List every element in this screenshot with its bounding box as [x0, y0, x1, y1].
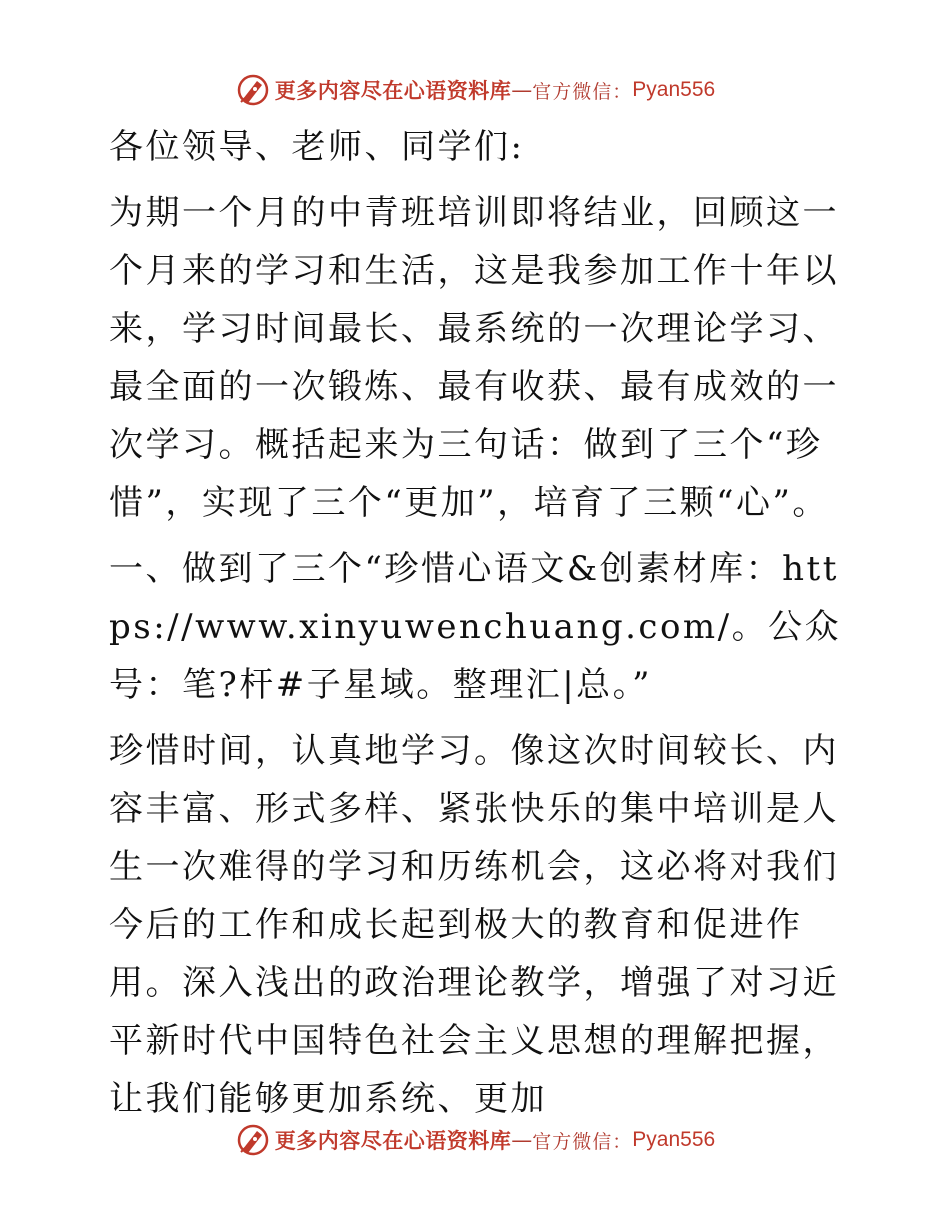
document-body: [97, 118, 857, 1136]
pen-nib-logo-icon: [235, 1122, 271, 1158]
footer-watermark-banner: [0, 1120, 950, 1160]
watermark-main-text: 更多内容尽在心语资料库: [274, 79, 512, 103]
intro-paragraph: 为期一个月的中青班培训即将结业，回顾这一个月来的学习和生活，这是我参加工作十年以来，学习时间最长、最系统的一次理论学习、最全面的一次锻炼、最有收获、最有成效的一次学习。概括起来为三句话：做到了三个“珍惜”，实现了三个“更加”，培育了三颗“心”。: [109, 193, 839, 523]
watermark-wechat-label: 官方微信：: [532, 80, 633, 103]
pen-nib-logo-icon: [235, 72, 271, 108]
header-watermark-banner: [0, 70, 950, 110]
watermark-main-text: 更多内容尽在心语资料库: [274, 1129, 512, 1153]
watermark-wechat-id: Pyan556: [632, 78, 716, 101]
watermark-separator: —: [511, 78, 533, 102]
watermark-separator: —: [511, 1128, 533, 1152]
watermark-wechat-label: 官方微信：: [532, 1130, 633, 1153]
section-heading: 一、做到了三个“珍惜心语文&创素材库：https://www.xinyuwenchuang.com/。公众号：笔?杆#子星域。整理汇|总。”: [109, 549, 842, 705]
salutation: 各位领导、老师、同学们:: [109, 127, 525, 167]
watermark-wechat-id: Pyan556: [632, 1128, 716, 1151]
body-paragraph: 珍惜时间，认真地学习。像这次时间较长、内容丰富、形式多样、紧张快乐的集中培训是人生一次难得的学习和历练机会，这必将对我们今后的工作和成长起到极大的教育和促进作用。深入浅出的政治理论教学，增强了对习近平新时代中国特色社会主义思想的理解把握，让我们能够更加系统、更加: [109, 731, 839, 1119]
